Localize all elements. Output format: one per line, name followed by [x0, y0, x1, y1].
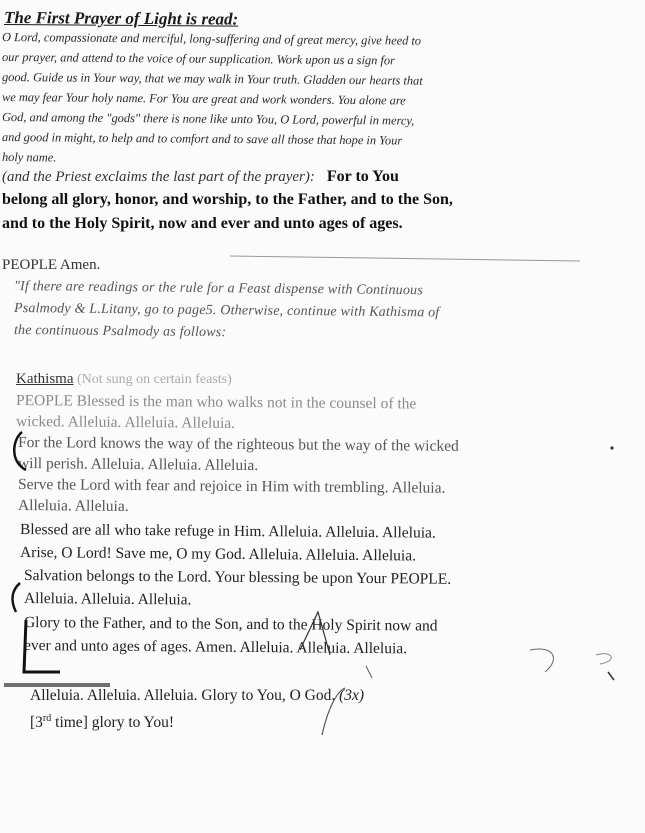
kathisma-title: Kathisma [16, 371, 74, 387]
scribble-mark [530, 649, 553, 672]
scribble-mark [608, 672, 614, 680]
rubric-line: the continuous Psalmody as follows: [13, 323, 227, 341]
psalm-line: ever and unto ages of ages. Amen. Alleluia. Alleluia. Alleluia. [23, 637, 408, 658]
scribble-mark [322, 688, 345, 735]
psalm-line: Alleluia. Alleluia. Alleluia. [23, 590, 192, 609]
psalm-line: Arise, O Lord! Save me, O my God. Alleluia. Alleluia. Alleluia. [19, 544, 417, 565]
exclamation-bold: For to You [326, 168, 399, 185]
dot-mark [610, 446, 613, 449]
prayer-line: and good in might, to help and to comfort and to save all those that hope in Your [1, 130, 403, 148]
prayer-line: O Lord, compassionate and merciful, long-suffering and of great mercy, give heed to [1, 30, 422, 48]
scribble-mark [596, 654, 611, 664]
psalm-line: wicked. Alleluia. Alleluia. Alleluia. [15, 413, 236, 432]
psalm-line: PEOPLE Blessed is the man who walks not in the counsel of the [15, 392, 417, 413]
ending-final-text: time] glory to You! [51, 714, 174, 732]
scribble-mark [366, 666, 372, 678]
ending-superscript: rd [42, 713, 52, 724]
bracket-mark [24, 620, 60, 672]
exclamation-intro: (and the Priest exclaims the last part of the prayer): [2, 169, 315, 185]
prayer-line: good. Guide us in Your way, that we may walk in Your truth. Gladden our hearts that [1, 70, 423, 88]
psalm-line: Blessed are all who take refuge in Him. Alleluia. Alleluia. Alleluia. [19, 521, 436, 542]
psalm-line: Glory to the Father, and to the Son, and to the Holy Spirit now and [23, 614, 438, 635]
ending-text: Alleluia. Alleluia. Alleluia. Glory to You, O God. [30, 687, 336, 704]
prayer-line: our prayer, and attend to the voice of our supplication. Work upon us a sign for [1, 50, 395, 68]
scribble-mark [300, 612, 330, 655]
kathisma-note: (Not sung on certain feasts) [73, 372, 232, 387]
psalm-line: Serve the Lord with fear and rejoice in Him with trembling. Alleluia. [17, 476, 446, 497]
prayer-line: God, and among the "gods" there is none like unto You, O Lord, powerful in mercy, [1, 110, 415, 128]
people-amen: PEOPLE Amen. [2, 257, 101, 273]
ending-repeat: (3x) [335, 687, 365, 704]
prayer-line: we may fear Your holy name. For You are great and work wonders. You alone are [1, 90, 406, 108]
rubric-line: "If there are readings or the rule for a Feast dispense with Continuous [13, 279, 424, 299]
doxology-line: belong all glory, honor, and worship, to the Father, and to the Son, [2, 191, 453, 208]
bracket-mark [13, 583, 20, 612]
prayer-line: holy name. [1, 150, 57, 165]
psalm-line: Salvation belongs to the Lord. Your blessing be upon Your PEOPLE. [23, 567, 452, 588]
psalm-line: For the Lord knows the way of the righteous but the way of the wicked [17, 434, 459, 455]
bracket-mark [14, 432, 26, 470]
doxology-line: and to the Holy Spirit, now and ever and unto ages of ages. [2, 215, 403, 232]
rubric-line: Psalmody & L.Litany, go to page5. Otherwise, continue with Kathisma of [13, 301, 440, 321]
psalm-line: Alleluia. Alleluia. [17, 497, 129, 515]
ending-bracket-open: [3 [30, 714, 43, 732]
page-heading: The First Prayer of Light is read: [3, 8, 239, 29]
psalm-line: will perish. Alleluia. Alleluia. Alleluia. [17, 455, 259, 475]
